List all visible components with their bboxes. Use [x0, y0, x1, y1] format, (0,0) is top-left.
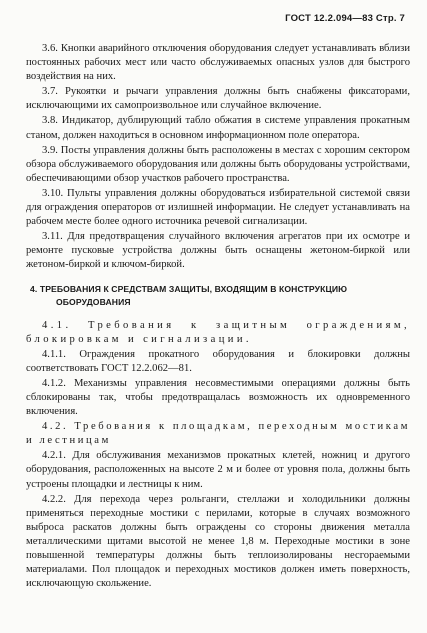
paragraph-4-1-1: 4.1.1. Ограждения прокатного оборудования и блокировки должны соответствовать ГОСТ 12.2.062—81.: [26, 348, 410, 374]
paragraph-4-2: 4.2. Требования к площадкам, переходным мостикам и лестницам: [26, 421, 410, 447]
paragraph-3-7: 3.7. Рукоятки и рычаги управления должны быть снабжены фиксаторами, исключающими их самопроизвольное или случайное включение.: [26, 86, 410, 112]
paragraph-3-10: 3.10. Пульты управления должны оборудоваться избирательной системой связи для ограждения операторов от излишней информации. Не следует устанавливать на рабочем месте более одного источника речевой сигнализации.: [26, 187, 410, 228]
paragraph-4-1-2: 4.1.2. Механизмы управления несовместимыми операциями должны быть сблокированы так, чтобы предотвращалась возможность их одновременного включения.: [26, 377, 410, 418]
paragraph-4-1: 4.1. Требования к защитным ограждениям, блокировкам и сигнализации.: [26, 319, 410, 345]
paragraph-4-2-1: 4.2.1. Для обслуживания механизмов прокатных клетей, ножниц и другого оборудования, расположенных на высоте 2 м и более от уровня пола, должны быть устроены площадки и лестницы к ним.: [26, 450, 410, 490]
paragraph-3-6: 3.6. Кнопки аварийного отключения оборудования следует устанавливать вблизи постоянных рабочих мест или часто обслуживаемых опасных узлов для быстрого воздействия на них.: [26, 43, 410, 83]
document-body: [26, 42, 410, 592]
paragraph-3-11: 3.11. Для предотвращения случайного включения агрегатов при их осмотре и ремонте пусковые устройства должны быть оснащены жетоном-биркой или жетоном-биркой и ключом-биркой.: [26, 231, 410, 271]
paragraph-4-2-2: 4.2.2. Для перехода через рольганги, стеллажи и холодильники должны применяться переходные мостики с перилами, которые в случаях возможного выброса раскатов должны быть ограждены со стороны движения металла металлическими щитами высотой не менее 1,8 м. Переходные мостики в зоне повышенной температуры должны быть теплоизолированы несгораемыми материалами. Пол площадок и переходных мостиков должен иметь поверхность, исключающую скольжение.: [26, 493, 410, 590]
section-4-title: 4. ТРЕБОВАНИЯ К СРЕДСТВАМ ЗАЩИТЫ, ВХОДЯЩИМ В КОНСТРУКЦИЮ ОБОРУДОВАНИЯ: [30, 283, 348, 307]
paragraph-3-8: 3.8. Индикатор, дублирующий табло обжатия в системе управления прокатным станом, должен находиться в основном информационном поле оператора.: [26, 115, 410, 141]
paragraph-3-9: 3.9. Посты управления должны быть расположены в местах с хорошим сектором обзора обслуживаемого оборудования или должны быть оборудованы устройствами, обеспечивающими обзор участков рабочего пространства.: [26, 144, 410, 184]
page-header: ГОСТ 12.2.094—83 Стр. 7: [285, 13, 405, 24]
